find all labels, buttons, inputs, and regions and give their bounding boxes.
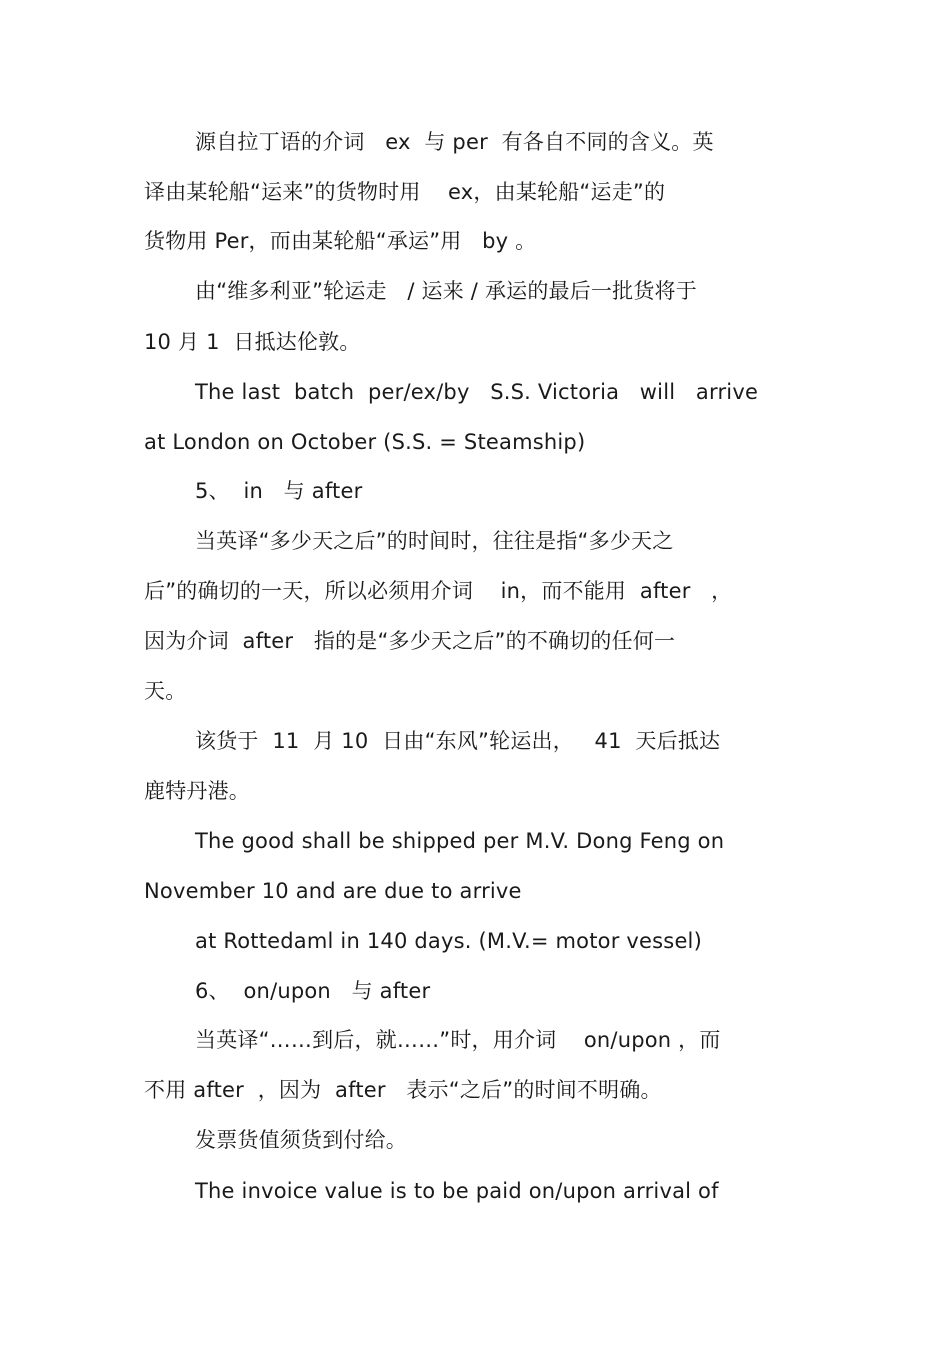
paragraph-line: 发票货值须货到付给。 (195, 1128, 407, 1152)
paragraph-line: 当英译“多少天之后”的时间时，往往是指“多少天之 (195, 529, 674, 553)
paragraph-line: at Rottedaml in 140 days. (M.V.= motor vessel) (195, 929, 702, 953)
paragraph-line: The last batch per/ex/by S.S. Victoria will arrive (195, 380, 759, 404)
paragraph-line: The good shall be shipped per M.V. Dong Feng on (195, 829, 725, 853)
paragraph-line: 鹿特丹港。 (144, 779, 250, 803)
paragraph-line: 当英译“……到后，就……”时，用介词 on/upon ，而 (195, 1028, 721, 1052)
paragraph-line: November 10 and are due to arrive (144, 879, 522, 903)
paragraph-line: 因为介词 after 指的是“多少天之后”的不确切的任何一 (144, 629, 676, 653)
paragraph-line: at London on October (S.S. = Steamship) (144, 430, 586, 454)
paragraph-line: 该货于 11 月 10 日由“东风”轮运出， 41 天后抵达 (195, 729, 721, 753)
paragraph-line: 后”的确切的一天，所以必须用介词 in，而不能用 after ， (144, 579, 733, 603)
paragraph-line: 10 月 1 日抵达伦敦。 (144, 330, 361, 354)
paragraph-line: 源自拉丁语的介词 ex 与 per 有各自不同的含义。英 (195, 130, 714, 154)
section-heading: 6、 on/upon 与 after (195, 979, 431, 1003)
paragraph-line: 天。 (144, 679, 187, 703)
section-heading: 5、 in 与 after (195, 479, 363, 503)
paragraph-line: 由“维多利亚”轮运走 / 运来 / 承运的最后一批货将于 (195, 279, 697, 303)
paragraph-line: The invoice value is to be paid on/upon arrival of (195, 1179, 719, 1203)
paragraph-line: 译由某轮船“运来”的货物时用 ex，由某轮船“运走”的 (144, 180, 666, 204)
paragraph-line: 货物用 Per，而由某轮船“承运”用 by 。 (144, 229, 537, 253)
paragraph-line: 不用 after ，因为 after 表示“之后”的时间不明确。 (144, 1078, 662, 1102)
